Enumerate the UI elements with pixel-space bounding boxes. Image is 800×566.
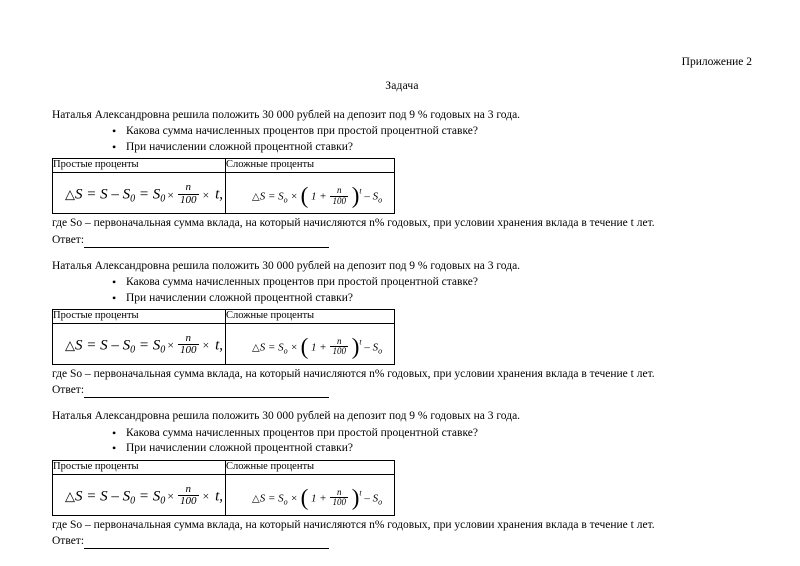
list-item: • Какова сумма начисленных процентов при простой процентной ставке? <box>52 275 752 291</box>
answer-line <box>52 232 752 248</box>
column-header-simple: Простые проценты <box>53 159 226 173</box>
formula-compound: △S = $S_o$ × ( 1 + $\frac{n}{100}$ )$^t - S_o$ <box>252 484 383 510</box>
column-header-simple: Простые проценты <box>53 460 226 474</box>
task-intro: Наталья Александровна решила положить 30 000 рублей на депозит под 9 % годовых на 3 года. <box>52 108 521 121</box>
list-item: • При начислении сложной процентной ставки? <box>52 140 752 156</box>
formula-note: где So – первоначальная сумма вклада, на который начисляются n% годовых, при условии хранения вклада в течение t лет. <box>52 217 655 230</box>
answer-label: Ответ: <box>52 535 85 548</box>
task-block <box>52 259 752 399</box>
list-item: • Какова сумма начисленных процентов при простой процентной ставке? <box>52 426 752 442</box>
cell-formula-simple <box>53 474 226 515</box>
formula-simple: △S = $S - S_0 = S_0$ × $\frac{n}{100}$ × t, <box>65 331 223 357</box>
formula-note: где So – первоначальная сумма вклада, на который начисляются n% годовых, при условии хранения вклада в течение t лет. <box>52 518 655 531</box>
answer-line <box>52 382 752 398</box>
list-item: • При начислении сложной процентной ставки? <box>52 441 752 457</box>
table-row <box>53 173 395 214</box>
answer-blank[interactable] <box>84 387 329 398</box>
answer-line <box>52 533 752 549</box>
formula-table <box>52 158 395 214</box>
cell-formula-compound <box>226 173 395 214</box>
table-row <box>53 323 395 364</box>
cell-formula-compound <box>226 474 395 515</box>
task-block <box>52 409 752 549</box>
question-list <box>52 426 752 457</box>
column-header-compound: Сложные проценты <box>226 159 395 173</box>
task-block <box>52 108 752 248</box>
answer-label: Ответ: <box>52 233 85 246</box>
answer-label: Ответ: <box>52 384 85 397</box>
formula-simple: △S = $S - S_0 = S_0$ × $\frac{n}{100}$ × t, <box>65 181 223 206</box>
formula-table <box>52 460 395 516</box>
cell-formula-compound <box>226 323 395 364</box>
appendix-label: Приложение 2 <box>681 56 752 68</box>
column-header-simple: Простые проценты <box>53 310 226 324</box>
task-intro: Наталья Александровна решила положить 30 000 рублей на депозит под 9 % годовых на 3 года. <box>52 259 521 272</box>
formula-table <box>52 309 395 365</box>
page-title: Задача <box>385 79 419 92</box>
answer-blank[interactable] <box>84 237 329 248</box>
question-list <box>52 275 752 306</box>
task-intro: Наталья Александровна решила положить 30 000 рублей на депозит под 9 % годовых на 3 года. <box>52 410 521 423</box>
answer-blank[interactable] <box>84 538 329 549</box>
formula-compound: △S = $S_o$ × ( 1 + $\frac{n}{100}$ )$^t - S_o$ <box>252 183 383 209</box>
cell-formula-simple <box>53 173 226 214</box>
table-row <box>53 474 395 515</box>
formula-compound: △S = $S_o$ × ( 1 + $\frac{n}{100}$ )$^t - S_o$ <box>252 334 383 360</box>
question-list <box>52 124 752 155</box>
list-item: • Какова сумма начисленных процентов при простой процентной ставке? <box>52 124 752 140</box>
list-item: • При начислении сложной процентной ставки? <box>52 291 752 307</box>
table-row <box>53 159 395 173</box>
table-row <box>53 460 395 474</box>
column-header-compound: Сложные проценты <box>226 310 395 324</box>
column-header-compound: Сложные проценты <box>226 460 395 474</box>
cell-formula-simple <box>53 323 226 364</box>
formula-simple: △S = $S - S_0 = S_0$ × $\frac{n}{100}$ × t, <box>65 482 223 508</box>
formula-note: где So – первоначальная сумма вклада, на который начисляются n% годовых, при условии хранения вклада в течение t лет. <box>52 367 655 380</box>
table-row <box>53 310 395 324</box>
